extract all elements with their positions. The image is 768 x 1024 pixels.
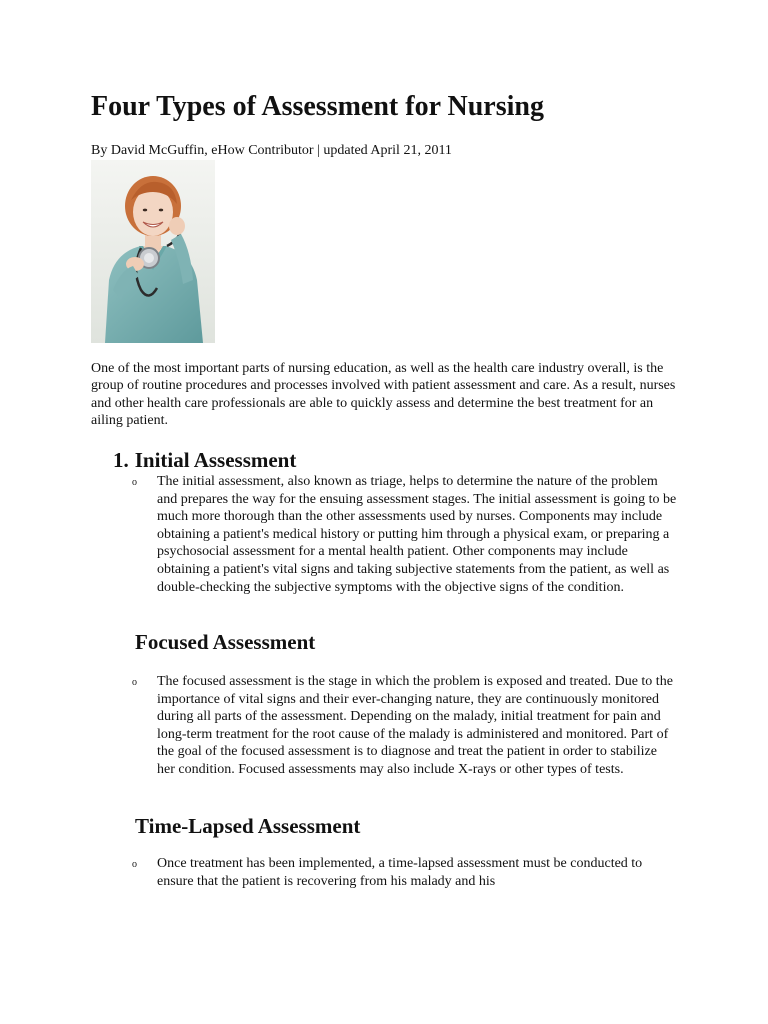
bullet-icon: o <box>132 677 137 688</box>
section-number: 1. <box>113 448 129 472</box>
list-item-text: The initial assessment, also known as triage, helps to determine the nature of the problem and prepares the way for the ensuing assessment stages. The initial assessment is going to be much more thorough than the other assessments used by nurses. Components may include obtaining a patient's medical history or putting him through a physical exam, or preparing a psychosocial assessment for a mental health patient. Other components may include obtaining a patient's vital signs and taking subjective statements from the patient, as well as double-checking the subjective symptoms with the objective signs of the condition. <box>157 474 677 595</box>
section-heading-time-lapsed-assessment: Time-Lapsed Assessment <box>135 814 361 838</box>
list-item <box>132 673 677 779</box>
bullet-icon: o <box>132 477 137 488</box>
intro-paragraph: One of the most important parts of nursing education, as well as the health care industry overall, is the group of routine procedures and processes involved with patient assessment and care. As a result, nurses and other health care professionals are able to quickly assess and determine the best treatment for an ailing patient. <box>91 361 676 428</box>
page-title: Four Types of Assessment for Nursing <box>91 91 544 122</box>
bullet-icon: o <box>132 859 137 870</box>
list-item <box>132 855 677 890</box>
nurse-photo <box>91 160 215 343</box>
byline: By David McGuffin, eHow Contributor | updated April 21, 2011 <box>91 143 452 158</box>
section-heading-initial-assessment <box>113 447 296 473</box>
list-item-text: The focused assessment is the stage in which the problem is exposed and treated. Due to the importance of vital signs and their ever-changing nature, they are continuously monitored during all parts of the assessment. Depending on the malady, initial treatment for pain and long-term treatment for the root cause of the malady is administered and monitored. Part of the goal of the focused assessment is to diagnose and treat the patient in order to stabilize her condition. Focused assessments may also include X-rays or other types of tests. <box>157 674 673 777</box>
list-item <box>132 473 677 596</box>
section-title: Initial Assessment <box>134 448 297 472</box>
list-item-text: Once treatment has been implemented, a time-lapsed assessment must be conducted to ensure that the patient is recovering from his malady and his <box>157 856 643 889</box>
section-heading-focused-assessment: Focused Assessment <box>135 630 316 654</box>
